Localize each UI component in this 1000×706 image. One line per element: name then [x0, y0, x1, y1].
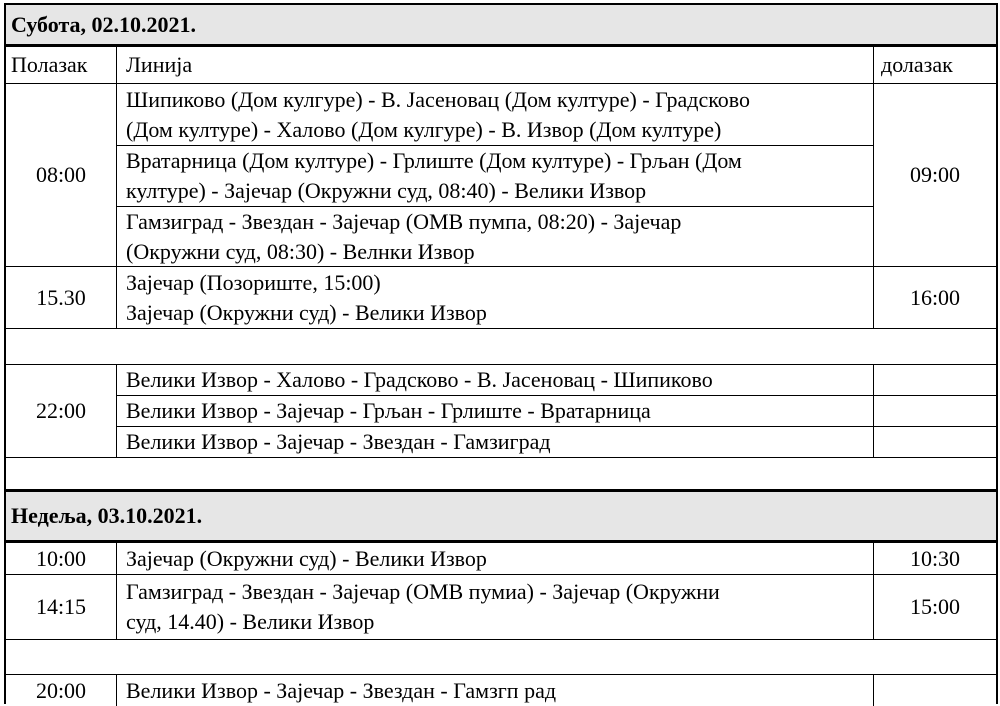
- route-line: (Окружни суд, 08:30) - Велнки Извор: [126, 238, 475, 264]
- route-cell: [117, 365, 873, 395]
- timetable: [4, 3, 998, 704]
- arrival-time: 09:00: [909, 162, 961, 187]
- route-line: Зајечар (Позориште, 15:00): [126, 269, 381, 295]
- departure-time: 15.30: [36, 284, 86, 310]
- route-cell: [117, 396, 873, 426]
- route-line: Велики Извор - Зајечар - Звездан - Гамзгп рад: [126, 677, 557, 703]
- route-cell: [117, 84, 873, 145]
- arrival-time: 15:00: [909, 594, 961, 619]
- day-title-sunday: Недеља, 03.10.2021.: [6, 492, 996, 540]
- route-line: (Дом културе) - Халово (Дом кулгуре) - В. Извор (Дом културе): [126, 116, 722, 142]
- route-cell: [117, 146, 873, 206]
- departure-time: 08:00: [35, 162, 87, 187]
- route-cell: [117, 675, 873, 706]
- route-line: културе) - Зајечар (Окружни суд, 08:40) - Велики Извор: [126, 178, 647, 203]
- arrival-time: 10:30: [909, 545, 961, 571]
- route-cell: [117, 267, 873, 328]
- route-cell: [117, 543, 873, 574]
- route-line: Зајечар (Окружни суд) - Велики Извор: [126, 545, 487, 571]
- route-line: Велики Извор - Зајечар - Звездан - Гамзиград: [126, 429, 551, 454]
- column-header-arrival: долазак: [881, 52, 953, 77]
- column-header-departure: Полазак: [11, 52, 88, 77]
- route-line: Гамзиград - Звездан - Зајечар (ОМВ пумиа) - Зајечар (Окружни: [126, 579, 720, 604]
- route-cell: [117, 575, 873, 639]
- route-line: Велики Извор - Халово - Градсково - В. Јасеновац - Шипиково: [126, 367, 713, 392]
- route-cell: [117, 427, 873, 457]
- route-cell: [117, 207, 873, 266]
- departure-time: 14:15: [35, 594, 87, 619]
- route-line: суд, 14.40) - Велики Извор: [126, 609, 375, 634]
- departure-time: 22:00: [35, 398, 87, 423]
- arrival-time: 16:00: [909, 284, 961, 310]
- column-header-line: Линија: [126, 52, 193, 77]
- departure-time: 20:00: [35, 677, 87, 703]
- day-title-saturday: Субота, 02.10.2021.: [6, 5, 996, 44]
- route-line: Велики Извор - Зајечар - Грљан - Грлиште - Вратарница: [126, 398, 651, 423]
- route-line: Зајечар (Окружни суд) - Велики Извор: [126, 299, 487, 325]
- route-line: Гамзиград - Звездан - Зајечар (ОМВ пумпа, 08:20) - Зајечар: [126, 208, 682, 234]
- departure-time: 10:00: [35, 545, 87, 571]
- route-line: Вратарница (Дом културе) - Грлиште (Дом културе) - Грљан (Дом: [126, 148, 742, 173]
- route-line: Шипиково (Дом кулгуре) - В. Јасеновац (Дом културе) - Градсково: [126, 86, 751, 112]
